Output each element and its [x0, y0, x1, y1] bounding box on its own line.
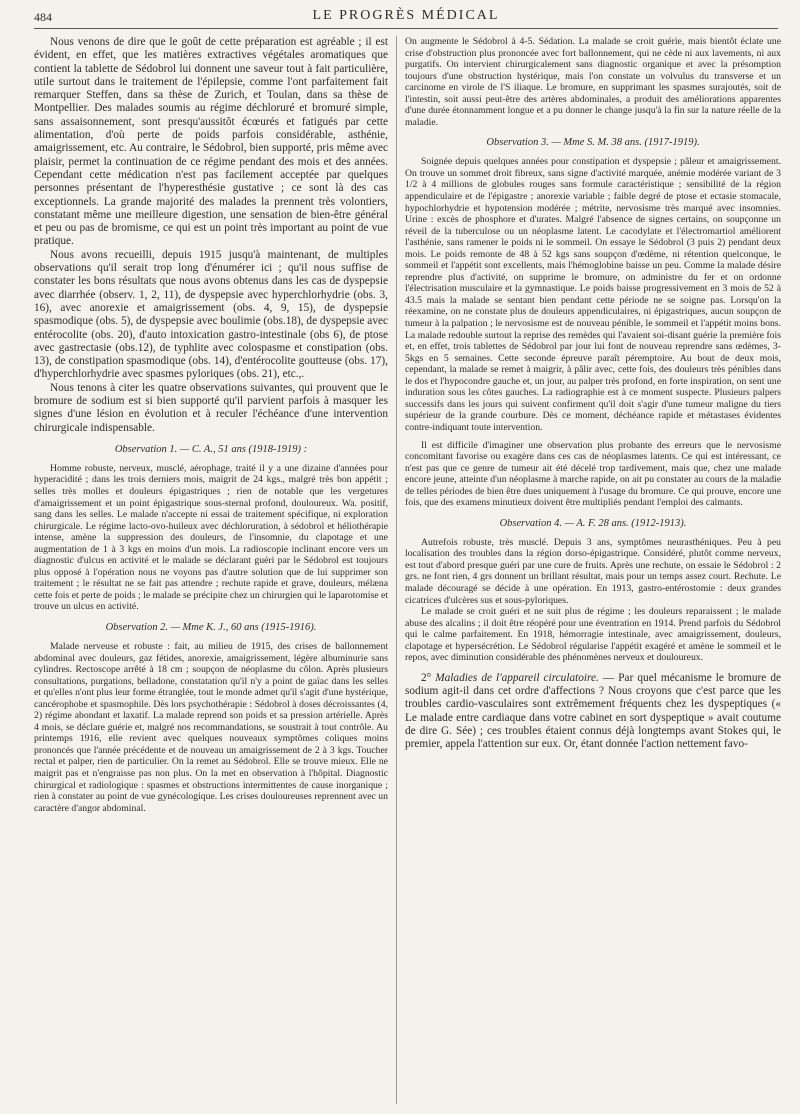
observation-2-continued: On augmente le Sédobrol à 4-5. Sédation. La malade se croit guérie, mais bientôt éclate une crise d'obstruction plus prononcée avec fort ballonnement, qui ne cède ni aux lavements, ni aux purgatifs. On intervient chirurgicalement sans diagnostic organique et avec la présomption toujours d'une obstruction hystérique, mais l'on constate un volvulus du transverse et un carcinome en virole de l'S iliaque. Le bromure, en supprimant les spasmes surajoutés, soit de l'intestin, soit aussi peut-être des artères abdominales, a produit des améliorations apparentes d'une durée étonnamment longue et a pu donner le change jusqu'à la fin sur la nature réelle de la maladie.	[405, 36, 781, 128]
section-2-number: 2°	[421, 671, 432, 684]
discussion-paragraph: Il est difficile d'imaginer une observation plus probante des erreurs que le nervosisme concomitant favorise ou exagère dans ces cas de néoplasmes latents. Ce qui est intéressant, ce n'est pas que ce genre de tumeur ait été décelé trop tardivement, mais que, chez une malade encore jeune, atteinte d'un néoplasme à marche rapide, on ait pu constater au cours de la maladie de telles périodes de bien être dues uniquement à l'usage du bromure. Ce qui prouve, encore une fois, que des examens minutieux doivent être multipliés pendant l'emploi des calmants.	[405, 439, 781, 509]
observation-1-text: Homme robuste, nerveux, musclé, aérophage, traité il y a une dizaine d'années pour hyperacidité ; dans les trois derniers mois, maigrit de 24 kgs., malgré très bon appétit ; selles très molles et douleurs épigastriques ; rien de notable que les vergetures d'amaigrissement et un point épigastrique sous-sternal profond, douloureux. Wa. positif, sang dans les selles. Le malade n'accepte ni essai de traitement spécifique, ni exploration chirurgicale. Le régime lacto-ovo-huileux avec déchloruration, à sédobrol et héliothérapie intense, amène la suppression des douleurs, de l'insomnie, du clapotage et une augmentation de 1 à 3 kgs en moins d'un mois. La radioscopie inclinant encore vers un diagnostic d'ulcus en activité et le malade se déclarant guéri par le Sédobrol est toujours plus opposé à l'opération nous ne voyons pas d'autre solution que de lui supprimer son traitement ; le résultat ne se fait pas attendre ; rechute rapide et grave, douleurs, mélæna cette fois et perte de poids ; le malade se précipite chez un chirurgien qui le laparotomise et trouve un ulcus en activité.	[34, 462, 388, 613]
section-2-paragraph	[405, 672, 781, 752]
section-2-title: Maladies de l'appareil circulatoire.	[435, 671, 599, 684]
observation-2-text: Malade nerveuse et robuste : fait, au milieu de 1915, des crises de ballonnement abdominal avec douleurs, gaz fétides, anorexie, amaigrissement, légère albuminurie sans cylindres. Rectoscope arrêté à 18 cm ; soupçon de néoplasme du côlon. Après plusieurs consultations, purgations, belladone, constatation qu'il n'y a point de gaïac dans les selles et qu'elles n'ont plus leur forme étranglée, tout le monde admet qu'il s'agit d'une hystérique, cancérophobe et spasmophile. Dès lors psychothérapie : Sédobrol à doses décroissantes (4, 2) régime abondant et laxatif. La malade reprend son poids et sa pression artérielle. Après 4 mois, se déclare guérie et, malgré nos recommandations, se soustrait à tout contrôle. Au printemps 1916, elle revient avec quelques nouveaux symptômes coliques moins prononcés que l'année précédente et de nouveau un amaigrissement de 2 à 3 kgs. Toucher rectal et palper, rien de particulier. On la remet au Sédobrol. Elle se trouve mieux. Elle ne maigrit pas et n'engraisse pas non plus. On la met en observation à l'hôpital. Diagnostic chirurgical et radiologique : spasmes et obstructions intermittentes de cause inorganique ; rien à constater au point de vue gynécologique. Les crises douloureuses reprennent avec un caractère d'angor abdominal.	[34, 641, 388, 814]
page-number: 484	[34, 10, 52, 24]
observation-3-text: Soignée depuis quelques années pour constipation et dyspepsie ; pâleur et amaigrissement. On trouve un sommet droit fibreux, sans signe d'activité marquée, anémie modérée variant de 3 1/2 à 4 millions de globules rouges sans formule caractéristique ; sensibilité de la région appendiculaire et de l'épigastre ; anorexie variable ; faible degré de ptose et ectasie stomacale, hypochlorhydrie et hypotension modérée ; métrite, nervosisme très marqué avec insomnies. Urine : excès de phosphore et d'urates. Malgré l'absence de signes certains, on soupçonne un réveil de la tuberculose ou un néoplasme latent. Le cacodylate et l'électromartiol améliorent l'asthénie, sans ramener le poids ni le sommeil. On essaye le Sédobrol (3 puis 2) pendant deux mois. Le poids remonte de 48 à 52 kgs sans soupçon d'œdème, ni rétention quelconque, le sommeil et l'appétit sont excellents, mais l'hémoglobine baisse un peu. Comme la malade désire reprendre plus d'activité, on supprime le bromure, on administre du fer et on ordonne l'électrisation musculaire et la gymnastique. Le poids baisse progressivement en 3 mois de 52 à 43.5 mais la malade se sentant bien pendant cette période ne se soigne pas. Lorsqu'on la réexamine, on ne constate plus de douleurs appendiculaires, ni épigastriques, aucun soupçon de tumeur à la palpation ; le nervosisme est de nouveau pénible, le sommeil et l'appétit moins bons. La malade redouble surtout la reprise des remèdes qui l'avaient soi-disant guérie la première fois et, en effet, trois tablettes de Sédobrol par jour lui font de nouveau reprendre sans œdèmes, 3-5kgs en 5 semaines. Cette seconde épreuve paraît péremptoire. Au bout de deux mois, cependant, la malade se remet à maigrir, à pâlir avec, cette fois, des douleurs très pénibles dans le dos et l'hypocondre gauche et, un jour, au palper très profond, en forte inspiration, on sent une induration sous les côtes gauches. La radiographie est à ce moment suspecte. Plusieurs palpers successifs dans les jours qui suivent confirment qu'il doit s'agir d'une tumeur maligne du tiers supérieur de la grande courbure. Dès ce moment, déchéance rapide et métastases évidentes contre-indiquant toute intervention.	[405, 156, 781, 433]
four-observations-paragraph: Nous tenons à citer les quatre observations suivantes, qui prouvent que le bromure de sodium est si bien supporté qu'il parvient parfois à masquer les signes d'une lésion en évolution et à reculer l'échéance d'une intervention chirurgicale indispensable.	[34, 381, 388, 434]
page-header	[34, 6, 778, 29]
intro-paragraph: Nous venons de dire que le goût de cette préparation est agréable ; il est évident, en effet, que les matières extractives végétales aromatiques que contient la tablette de Sédobrol lui donnent une saveur tout à fait particulière, utile surtout dans le traitement de l'épilepsie, comme l'ont parfaitement fait remarquer Steffen, dans sa thèse de Zurich, et Toulan, dans sa thèse de Montpellier. Des malades soumis au régime déchloruré et bromuré simple, sans assaisonnement, sont presqu'aussitôt écœurés et fatigués par cette alimentation, d'où perte de poids parfois considérable, asthénie, amaigrissement, etc. Au contraire, le Sédobrol, bien supporté, pris même avec plaisir, permet la continuation de ce régime pendant des mois et des années. Cependant cette médication n'est pas facilement acceptée par quelques personnes présentant de l'hyperesthésie gustative ; ce sont là des cas exceptionnels. La grande majorité des malades la prennent très volontiers, constatant même une meilleure digestion, une sensation de bien-être général et peu ou pas de bromisme, ce qui est un point très important au point de vue pratique.	[34, 36, 388, 248]
observations-summary-paragraph: Nous avons recueilli, depuis 1915 jusqu'à maintenant, de multiples observations qu'il serait trop long d'énumérer ici ; qu'il nous suffise de constater les bons résultats que nous avons obtenus dans les cas de dyspepsie avec diarrhée (observ. 1, 2, 11), de dyspepsie avec hyperchlorhydrie (obs. 3, 16), avec anorexie et amaigrissement (obs. 4, 9, 15), de dyspepsie spasmodique (obs. 5), de dyspepsie avec boulimie (obs.18), de dyspepsie avec entérocolite (obs. 20), d'auto intoxication gastro-intestinale (obs 6), de ptose avec gastrectasie (obs.12), de typhlite avec colospasme et constipation (obs. 13), de constipation spasmodique (obs. 14), d'entérocolite goutteuse (obs. 17), d'hyperchlorhydrie avec spasmes pyloriques (obs. 21), etc.,.	[34, 248, 388, 381]
observation-4-text-continued: Le malade se croit guéri et ne suit plus de régime ; les douleurs reparaissent ; le malade abuse des alcalins ; il doit être réopéré pour une éventration en 1914. Prend parfois du Sédobrol qui le calme parfaitement. En 1918, hémorragie intestinale, avec amaigrissement, douleurs, clapotage et hypersécrétion. Le Sédobrol régularise l'appétit exagéré et amène le sommeil et le repos, avec diminution considérable des phénomènes nerveux et douloureux.	[405, 606, 781, 664]
right-column	[405, 36, 781, 752]
observation-2-heading: Observation 2. — Mme K. J., 60 ans (1915-1916).	[105, 622, 317, 634]
column-divider	[396, 36, 397, 1104]
section-2-text: — Par quel mécanisme le bromure de sodium agit-il dans cet ordre d'affections ? Nous croyons que c'est parce que les troubles cardio-vasculaires sont extrêmement fréquents chez les dyspeptiques (« Le malade entre cardiaque dans votre cabinet en sort dyspeptique » avait coutume de dire G. Sée) ; ces troubles étaient connus déjà longtemps avant Stokes qui, le premier, appela l'attention sur eux. Or, étant donnée l'action nettement favo-	[405, 671, 781, 751]
observation-1-heading: Observation 1. — C. A., 51 ans (1918-1919) :	[114, 443, 308, 455]
observation-4-text: Autrefois robuste, très musclé. Depuis 3 ans, symptômes neurasthéniques. Peu à peu localisation des troubles dans la région dorso-épigastrique. Considéré, plutôt comme nerveux, est tout d'abord presque guéri par une cure de fruits. Après une rechute, on essaie le Sédobrol : 2 grs. ne font rien, 4 grs donnent un brillant résultat, mais pour un temps assez court. Rechute. Le malade découragé se décide à une opération. En 1913, gastro-entérostomie : deux grandes cicatrices d'ulcères sus et sous-pyloriques.	[405, 536, 781, 606]
left-column	[34, 36, 388, 814]
observation-3-heading: Observation 3. — Mme S. M. 38 ans. (1917-1919).	[486, 137, 700, 149]
observation-4-heading: Observation 4. — A. F. 28 ans. (1912-1913).	[499, 517, 687, 529]
journal-title: LE PROGRÈS MÉDICAL	[312, 8, 500, 23]
